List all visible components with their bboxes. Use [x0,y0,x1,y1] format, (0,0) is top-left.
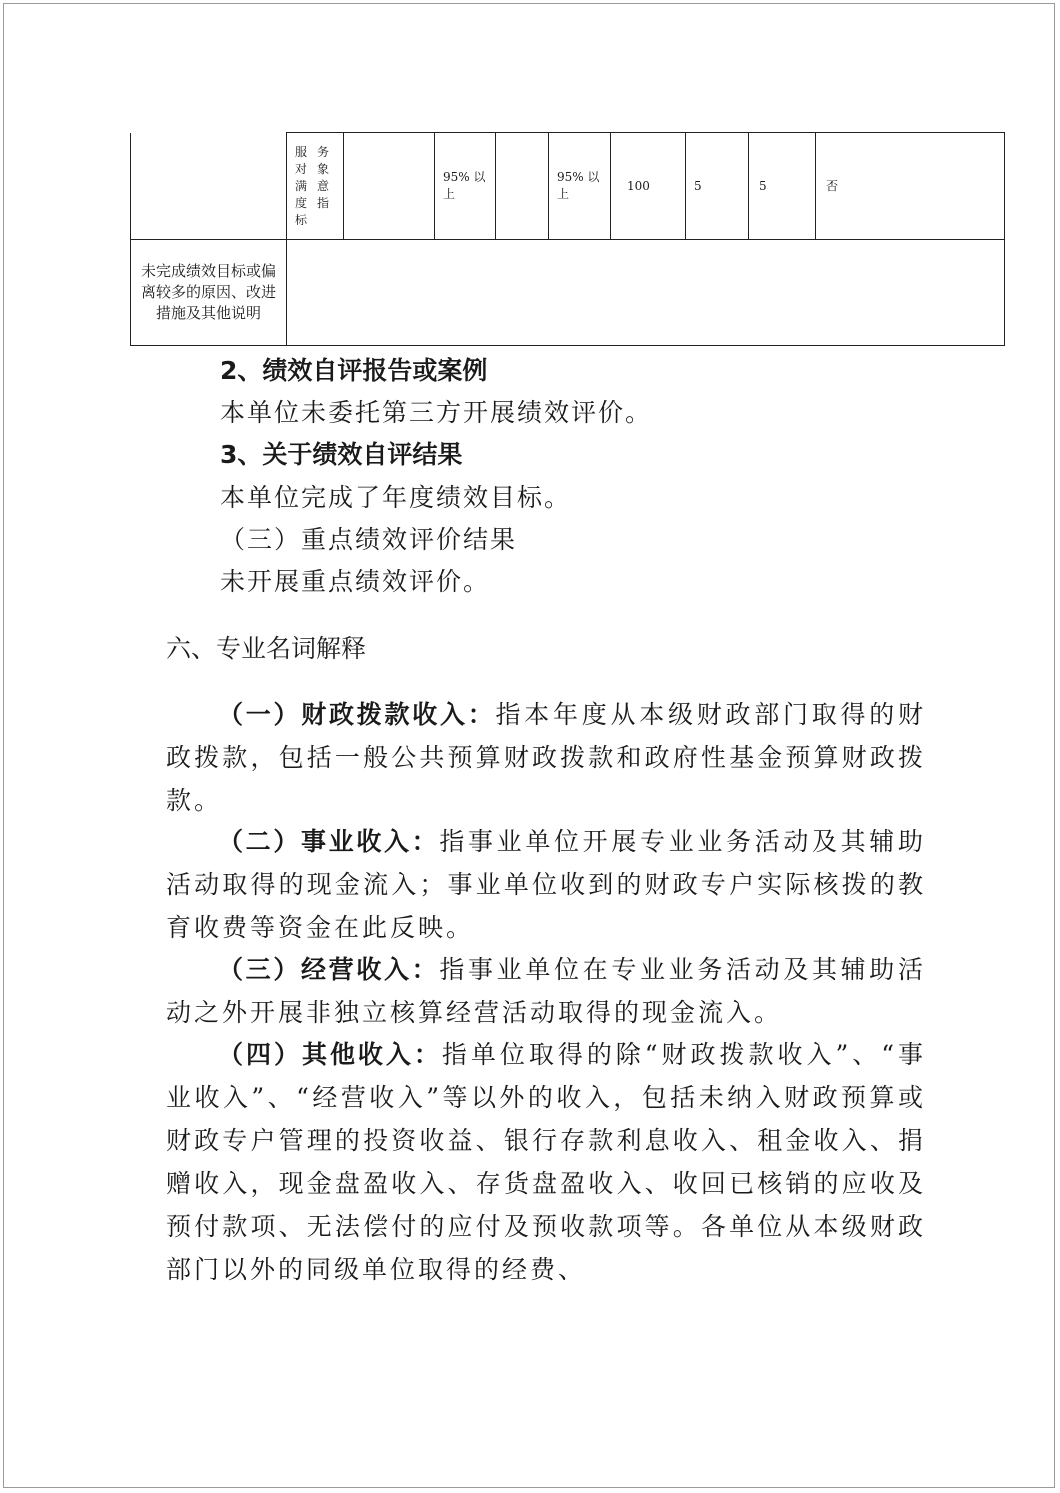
definition-item [166,693,926,822]
definition-item [166,820,926,949]
actual-value: 95% 以上 [557,170,600,201]
table-cell [496,133,549,240]
definition-text: 指单位取得的除“财政拨款收入”、“事业收入”、“经营收入”等以外的收入，包括未纳入财政预算或财政专户管理的投资收益、银行存款利息收入、租金收入、捐赠收入，现金盘盈收入、存货盘盈收入、收回已核销的应收及预付款项、无法偿付的应付及预收款项等。各单位从本级财政部门以外的同级单位取得的经费、 [166,1040,926,1284]
deviation-cell [816,133,1005,240]
table-row-note [131,240,1005,346]
weight-value: 100 [627,178,650,193]
target-value: 95% 以上 [443,170,486,201]
definition-item [166,1033,926,1291]
definition-text: 指事业单位在专业业务活动及其辅助活动之外开展非独立核算经营活动取得的现金流入。 [166,955,926,1027]
definition-term: （四）其他收入： [218,1040,442,1069]
definition-text: 指事业单位开展专业业务活动及其辅助活动取得的现金流入；事业单位收到的财政专户实际核拨的教育收费等资金在此反映。 [166,827,926,942]
indicator-name-cell [287,133,344,240]
section-2-title: 2、绩效自评报告或案例 [220,356,488,385]
section-3-title: 3、关于绩效自评结果 [220,440,463,469]
indicator-name: 服务对象满意度指标 [295,144,335,227]
target-cell [435,133,496,240]
definition-term: （二）事业收入： [218,827,440,856]
performance-table [130,132,1005,346]
deviation-value: 否 [826,178,839,193]
key-evaluation-text: 未开展重点绩效评价。 [220,567,491,596]
table-row [131,133,1005,240]
score-cell [749,133,816,240]
definition-item [166,948,926,1034]
score-max-value: 5 [694,178,702,193]
section-3-text: 本单位完成了年度绩效目标。 [220,483,572,512]
note-label-cell [131,240,287,346]
definition-text: 指本年度从本级财政部门取得的财政拨款，包括一般公共预算财政拨款和政府性基金预算财政拨款。 [166,700,926,815]
score-max-cell [686,133,749,240]
section-2-text: 本单位未委托第三方开展绩效评价。 [220,398,653,427]
table-cell-empty [131,133,287,240]
definition-term: （三）经营收入： [218,955,440,984]
table-cell [344,133,435,240]
definition-term: （一）财政拨款收入： [218,700,496,729]
note-value-cell [287,240,1005,346]
section-six-title: 六、专业名词解释 [166,634,367,663]
key-evaluation-title: （三）重点绩效评价结果 [220,525,518,554]
score-value: 5 [759,178,767,193]
actual-cell [549,133,611,240]
note-label: 未完成绩效目标或偏离较多的原因、改进措施及其他说明 [140,262,276,322]
weight-cell [611,133,686,240]
